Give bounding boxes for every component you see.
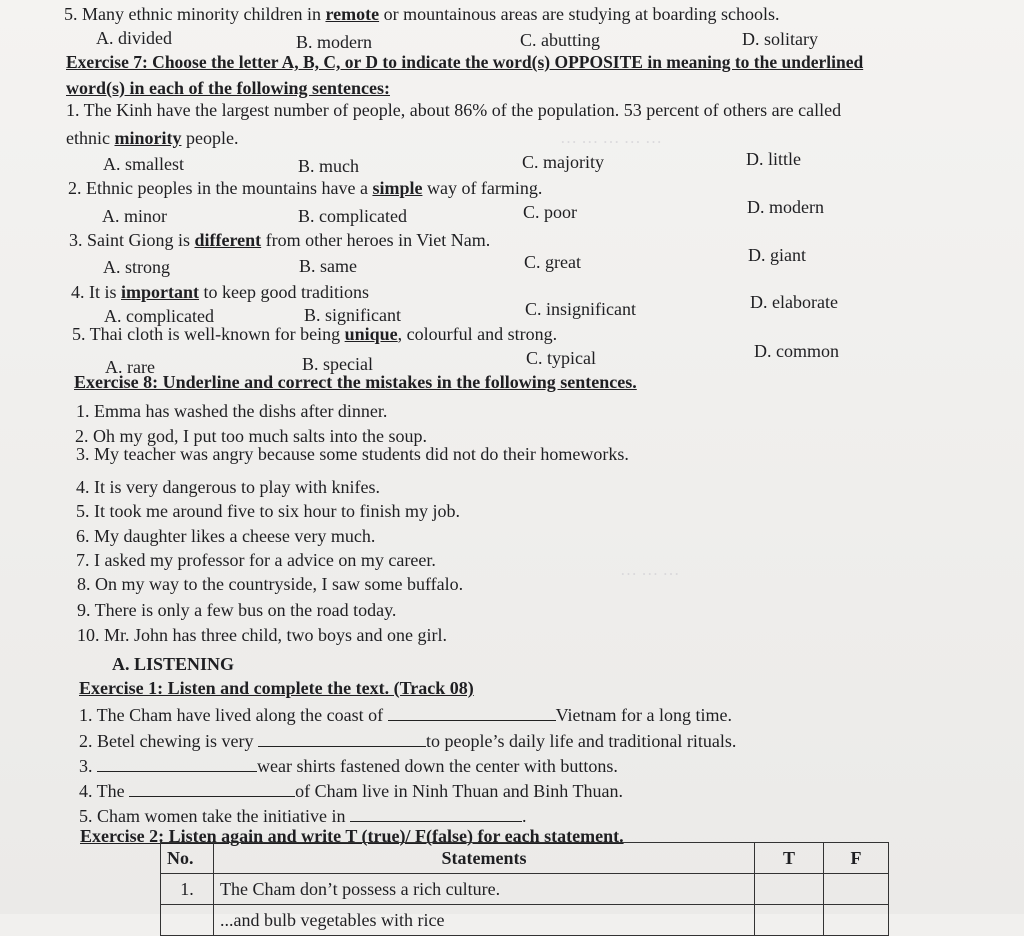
option: D. giant [748, 245, 806, 265]
blank[interactable] [388, 706, 556, 721]
option: C. great [524, 252, 581, 272]
option: A. smallest [103, 154, 184, 174]
false-cell[interactable] [824, 874, 889, 905]
row-statement: The Cham don’t possess a rich culture. [214, 874, 755, 905]
ex8-item: 1. Emma has washed the dishs after dinner. [76, 401, 388, 421]
false-cell[interactable] [824, 905, 889, 936]
ex7-q1-line2: ethnic minority people. [66, 128, 239, 148]
option: C. majority [522, 152, 604, 172]
ex7-q2-stem: 2. Ethnic peoples in the mountains have a simple way of farming. [68, 178, 543, 198]
ex7-q5-stem: 5. Thai cloth is well-known for being unique, colourful and strong. [72, 324, 558, 344]
option: D. common [754, 341, 839, 361]
ex7-q4-stem: 4. It is important to keep good traditions [71, 282, 369, 302]
option: D. modern [747, 197, 824, 217]
ex8-title: Exercise 8: Underline and correct the mistakes in the following sentences. [74, 372, 637, 392]
ex8-item: 4. It is very dangerous to play with knifes. [76, 477, 380, 497]
option: A. complicated [104, 306, 214, 326]
option: C. typical [526, 348, 596, 368]
option: B. modern [296, 32, 372, 52]
row-number [161, 905, 214, 936]
listening-ex2-title: Exercise 2: Listen again and write T (true)/ F(false) for each statement. [80, 826, 624, 846]
table-row [161, 905, 889, 936]
bleed-through-text: … … … [620, 560, 680, 579]
ex6-q5-stem: 5. Many ethnic minority children in remote or mountainous areas are studying at boarding schools. [64, 4, 780, 24]
ex7-title: Exercise 7: Choose the letter A, B, C, or D to indicate the word(s) OPPOSITE in meaning to the underlined [66, 52, 864, 72]
option: D. solitary [742, 29, 818, 49]
option: A. rare [105, 357, 155, 377]
ex8-item: 3. My teacher was angry because some students did not do their homeworks. [76, 444, 629, 464]
blank[interactable] [97, 757, 257, 772]
option: C. poor [523, 202, 577, 222]
ex7-q3-stem: 3. Saint Giong is different from other heroes in Viet Nam. [69, 230, 491, 250]
true-cell[interactable] [755, 905, 824, 936]
ex8-item: 2. Oh my god, I put too much salts into the soup. [75, 426, 427, 446]
listening-item-5: 5. Cham women take the initiative in . [79, 806, 527, 826]
blank[interactable] [129, 782, 295, 797]
option: D. little [746, 149, 801, 169]
option: D. elaborate [750, 292, 838, 312]
ex8-item: 9. There is only a few bus on the road today. [77, 600, 397, 620]
col-header-no: No. [161, 843, 214, 874]
option: A. strong [103, 257, 170, 277]
col-header-statements: Statements [214, 843, 755, 874]
ex8-item: 6. My daughter likes a cheese very much. [76, 526, 376, 546]
row-number: 1. [161, 874, 214, 905]
row-statement: ...and bulb vegetables with rice [214, 905, 755, 936]
option: C. abutting [520, 30, 600, 50]
option: B. significant [304, 305, 401, 325]
option: C. insignificant [525, 299, 636, 319]
listening-item-4: 4. The of Cham live in Ninh Thuan and Binh Thuan. [79, 781, 623, 801]
option: B. same [299, 256, 357, 276]
option: A. minor [102, 206, 167, 226]
true-cell[interactable] [755, 874, 824, 905]
option: A. divided [96, 28, 172, 48]
listening-ex1-title: Exercise 1: Listen and complete the text. (Track 08) [79, 678, 474, 698]
table-header-row [161, 843, 889, 874]
option: B. much [298, 156, 359, 176]
bleed-through-text: … … … … … [560, 128, 662, 147]
listening-heading: A. LISTENING [112, 654, 235, 674]
ex8-item: 7. I asked my professor for a advice on my career. [76, 550, 436, 570]
blank[interactable] [258, 732, 426, 747]
col-header-t: T [755, 843, 824, 874]
col-header-f: F [824, 843, 889, 874]
ex8-item: 8. On my way to the countryside, I saw some buffalo. [77, 574, 464, 594]
ex8-item: 5. It took me around five to six hour to finish my job. [76, 501, 460, 521]
ex7-title-line2: word(s) in each of the following sentences: [66, 78, 390, 98]
option: B. complicated [298, 206, 407, 226]
listening-item-3: 3. wear shirts fastened down the center with buttons. [79, 756, 618, 776]
statements-table [160, 842, 889, 936]
table-row [161, 874, 889, 905]
listening-item-1: 1. The Cham have lived along the coast of Vietnam for a long time. [79, 705, 732, 725]
option: B. special [302, 354, 373, 374]
ex7-q1-line1: 1. The Kinh have the largest number of people, about 86% of the population. 53 percent of others are called [66, 100, 842, 120]
listening-item-2: 2. Betel chewing is very to people’s daily life and traditional rituals. [79, 731, 737, 751]
blank[interactable] [350, 807, 522, 822]
ex8-item: 10. Mr. John has three child, two boys and one girl. [77, 625, 447, 645]
